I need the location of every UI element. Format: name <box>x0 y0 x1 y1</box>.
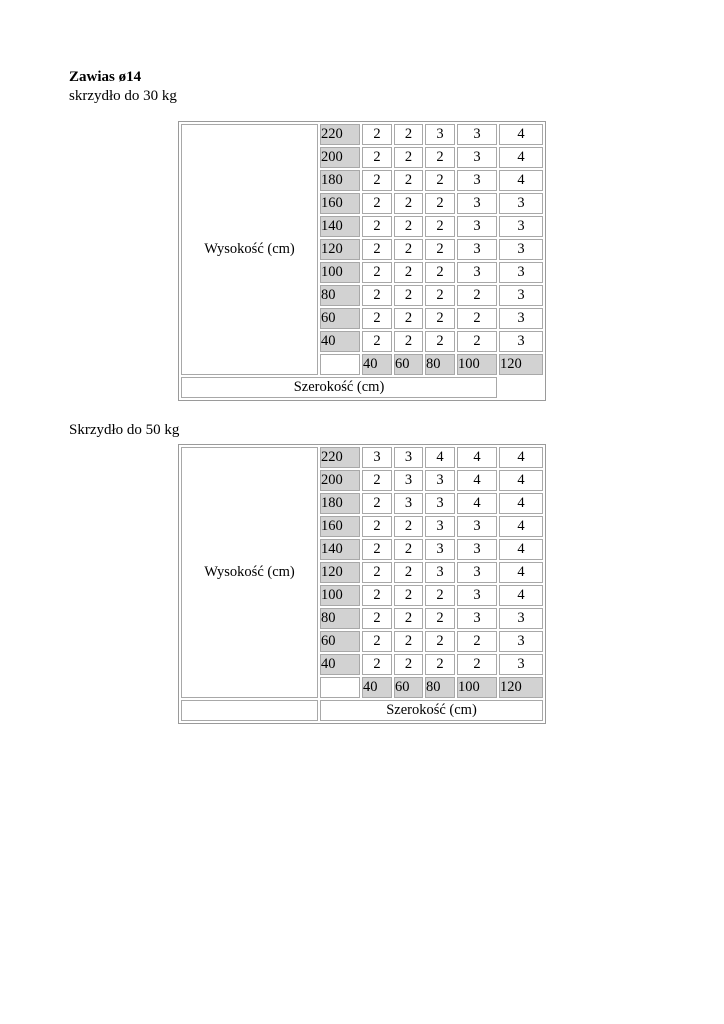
hinge-count-cell: 3 <box>457 124 497 145</box>
hinge-count-cell: 2 <box>425 216 455 237</box>
width-header-cell: 40 <box>362 354 392 375</box>
hinge-table-50kg <box>178 444 546 724</box>
hinge-count-cell: 2 <box>425 262 455 283</box>
section-2-subtitle: Skrzydło do 50 kg <box>69 422 180 438</box>
hinge-count-cell: 2 <box>457 308 497 329</box>
hinge-count-cell: 2 <box>362 285 392 306</box>
hinge-count-cell: 2 <box>457 331 497 352</box>
width-header-cell: 120 <box>499 354 543 375</box>
hinge-count-cell: 3 <box>457 262 497 283</box>
hinge-count-cell: 2 <box>425 331 455 352</box>
hinge-count-cell: 4 <box>457 493 497 514</box>
hinge-count-cell: 4 <box>499 539 543 560</box>
hinge-count-cell: 3 <box>394 447 423 468</box>
height-header-cell: 40 <box>320 331 360 352</box>
hinge-count-cell: 4 <box>499 585 543 606</box>
hinge-count-cell: 3 <box>499 285 543 306</box>
height-header-cell: 80 <box>320 608 360 629</box>
hinge-count-cell: 2 <box>362 493 392 514</box>
hinge-count-cell: 3 <box>499 262 543 283</box>
hinge-count-cell: 2 <box>425 193 455 214</box>
hinge-count-cell: 4 <box>499 147 543 168</box>
height-header-cell: 180 <box>320 170 360 191</box>
hinge-count-cell: 2 <box>362 262 392 283</box>
height-header-cell: 120 <box>320 239 360 260</box>
height-header-cell: 200 <box>320 470 360 491</box>
x-label-row <box>181 700 543 721</box>
height-header-cell: 80 <box>320 285 360 306</box>
width-header-cell: 40 <box>362 677 392 698</box>
document-title: Zawias ø14 <box>69 69 142 85</box>
hinge-count-cell: 4 <box>499 516 543 537</box>
hinge-count-cell: 3 <box>457 147 497 168</box>
section-1-subtitle: skrzydło do 30 kg <box>69 88 177 104</box>
hinge-count-cell: 2 <box>362 516 392 537</box>
hinge-count-cell: 2 <box>425 285 455 306</box>
hinge-count-cell: 2 <box>362 562 392 583</box>
hinge-count-cell: 4 <box>457 470 497 491</box>
hinge-count-cell: 2 <box>394 539 423 560</box>
hinge-count-cell: 2 <box>394 285 423 306</box>
hinge-count-cell: 2 <box>425 170 455 191</box>
width-header-cell: 60 <box>394 354 423 375</box>
height-header-cell: 220 <box>320 124 360 145</box>
hinge-count-cell: 3 <box>457 239 497 260</box>
x-axis-label: Szerokość (cm) <box>181 377 497 398</box>
hinge-count-cell: 2 <box>394 562 423 583</box>
hinge-count-cell: 4 <box>499 562 543 583</box>
hinge-count-cell: 3 <box>425 493 455 514</box>
height-header-cell: 180 <box>320 493 360 514</box>
hinge-count-cell: 2 <box>362 124 392 145</box>
height-header-cell: 120 <box>320 562 360 583</box>
height-header-cell: 220 <box>320 447 360 468</box>
hinge-count-cell: 4 <box>499 470 543 491</box>
hinge-count-cell: 2 <box>457 285 497 306</box>
height-header-cell: 200 <box>320 147 360 168</box>
hinge-count-cell: 2 <box>362 239 392 260</box>
hinge-count-cell: 2 <box>362 331 392 352</box>
hinge-count-cell: 2 <box>394 308 423 329</box>
hinge-count-cell: 3 <box>499 216 543 237</box>
hinge-count-cell: 2 <box>394 331 423 352</box>
hinge-count-cell: 2 <box>362 585 392 606</box>
hinge-table-30kg <box>178 121 546 401</box>
hinge-count-cell: 3 <box>457 539 497 560</box>
hinge-count-cell: 2 <box>425 631 455 652</box>
empty-corner-cell <box>320 354 360 375</box>
hinge-count-cell: 2 <box>394 516 423 537</box>
hinge-count-cell: 2 <box>362 470 392 491</box>
hinge-count-cell: 4 <box>499 493 543 514</box>
height-header-cell: 60 <box>320 631 360 652</box>
hinge-count-cell: 2 <box>425 608 455 629</box>
hinge-count-cell: 2 <box>362 654 392 675</box>
hinge-count-cell: 2 <box>457 631 497 652</box>
hinge-count-cell: 2 <box>425 147 455 168</box>
width-header-cell: 120 <box>499 677 543 698</box>
x-label-row <box>181 377 543 398</box>
hinge-count-cell: 3 <box>499 631 543 652</box>
hinge-count-cell: 2 <box>394 170 423 191</box>
width-header-cell: 80 <box>425 677 455 698</box>
table-row <box>181 124 543 145</box>
hinge-count-cell: 4 <box>457 447 497 468</box>
hinge-count-cell: 4 <box>499 124 543 145</box>
hinge-count-cell: 2 <box>362 170 392 191</box>
width-header-cell: 100 <box>457 354 497 375</box>
hinge-count-cell: 3 <box>457 216 497 237</box>
hinge-count-cell: 3 <box>499 654 543 675</box>
hinge-count-cell: 3 <box>425 470 455 491</box>
hinge-count-cell: 2 <box>394 193 423 214</box>
hinge-count-cell: 2 <box>362 216 392 237</box>
hinge-count-cell: 3 <box>425 539 455 560</box>
hinge-count-cell: 2 <box>425 239 455 260</box>
height-header-cell: 40 <box>320 654 360 675</box>
hinge-count-cell: 3 <box>457 193 497 214</box>
height-header-cell: 100 <box>320 262 360 283</box>
hinge-count-cell: 2 <box>394 631 423 652</box>
hinge-count-cell: 3 <box>394 470 423 491</box>
hinge-count-cell: 3 <box>499 239 543 260</box>
x-axis-label: Szerokość (cm) <box>320 700 543 721</box>
hinge-count-cell: 3 <box>457 516 497 537</box>
table-row <box>181 447 543 468</box>
height-header-cell: 60 <box>320 308 360 329</box>
hinge-count-cell: 2 <box>394 216 423 237</box>
height-header-cell: 160 <box>320 516 360 537</box>
hinge-count-cell: 3 <box>394 493 423 514</box>
hinge-count-cell: 2 <box>394 654 423 675</box>
hinge-count-cell: 4 <box>425 447 455 468</box>
y-axis-label: Wysokość (cm) <box>181 447 318 698</box>
hinge-count-cell: 2 <box>394 608 423 629</box>
hinge-count-cell: 2 <box>362 539 392 560</box>
hinge-count-cell: 3 <box>425 124 455 145</box>
empty-label-cell <box>181 700 318 721</box>
hinge-count-cell: 2 <box>394 124 423 145</box>
hinge-count-cell: 3 <box>457 608 497 629</box>
hinge-count-cell: 4 <box>499 170 543 191</box>
hinge-count-cell: 2 <box>394 239 423 260</box>
hinge-count-cell: 3 <box>425 562 455 583</box>
hinge-count-cell: 2 <box>362 308 392 329</box>
hinge-count-cell: 2 <box>425 308 455 329</box>
width-header-cell: 100 <box>457 677 497 698</box>
width-header-cell: 80 <box>425 354 455 375</box>
hinge-count-cell: 2 <box>362 193 392 214</box>
hinge-count-cell: 3 <box>457 562 497 583</box>
hinge-count-cell: 2 <box>394 585 423 606</box>
hinge-count-cell: 3 <box>499 331 543 352</box>
hinge-count-cell: 3 <box>457 170 497 191</box>
y-axis-label: Wysokość (cm) <box>181 124 318 375</box>
height-header-cell: 140 <box>320 216 360 237</box>
hinge-count-cell: 2 <box>362 147 392 168</box>
hinge-count-cell: 3 <box>425 516 455 537</box>
empty-corner-cell <box>320 677 360 698</box>
hinge-count-cell: 3 <box>499 308 543 329</box>
width-header-cell: 60 <box>394 677 423 698</box>
hinge-count-cell: 3 <box>499 193 543 214</box>
hinge-count-cell: 2 <box>362 608 392 629</box>
hinge-count-cell: 3 <box>457 585 497 606</box>
height-header-cell: 160 <box>320 193 360 214</box>
hinge-count-cell: 2 <box>394 262 423 283</box>
hinge-count-cell: 2 <box>457 654 497 675</box>
height-header-cell: 100 <box>320 585 360 606</box>
height-header-cell: 140 <box>320 539 360 560</box>
hinge-count-cell: 2 <box>394 147 423 168</box>
hinge-count-cell: 2 <box>425 585 455 606</box>
hinge-count-cell: 3 <box>362 447 392 468</box>
hinge-count-cell: 2 <box>362 631 392 652</box>
hinge-count-cell: 4 <box>499 447 543 468</box>
hinge-count-cell: 3 <box>499 608 543 629</box>
hinge-count-cell: 2 <box>425 654 455 675</box>
